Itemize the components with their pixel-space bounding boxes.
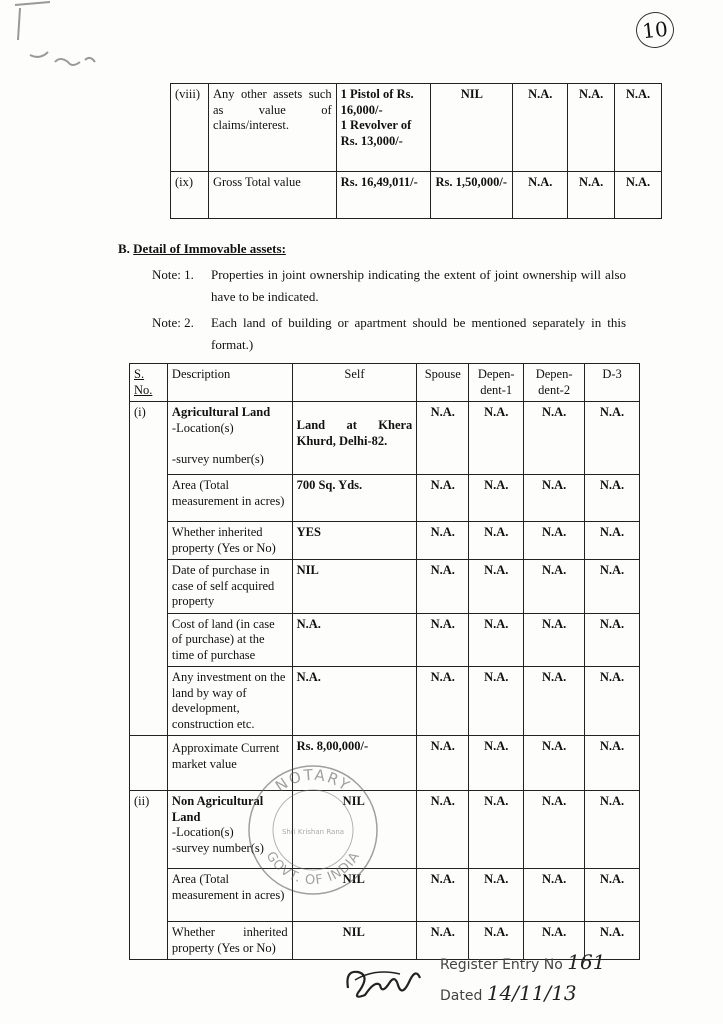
row-spouse: N.A. <box>417 560 469 614</box>
row-description: Date of purchase in case of self acquired property <box>167 560 292 614</box>
stamp-bottom-text: GOVT. OF INDIA <box>262 849 364 889</box>
header-self: Self <box>292 364 417 402</box>
table-row <box>171 84 662 172</box>
pistol-value: 1 Pistol of Rs. 16,000/- <box>340 87 414 117</box>
row-dependent-3: N.A. <box>585 791 640 869</box>
row-description: Whether inherited property (Yes or No) <box>167 922 292 960</box>
row-description: Any other assets such as value of claims/interest. <box>208 84 336 172</box>
survey-label: -survey number(s) <box>171 840 264 855</box>
table-header-row <box>130 364 640 402</box>
row-self: NIL <box>292 922 417 960</box>
row-description: Gross Total value <box>208 172 336 219</box>
row-dependent-3: N.A. <box>585 560 640 614</box>
table-row <box>130 736 640 791</box>
register-dated-label: Dated <box>440 988 483 1004</box>
header-dependent-3: D-3 <box>585 364 640 402</box>
nonagri-title: Non Agricultural Land <box>171 794 264 824</box>
row-description: Cost of land (in case of purchase) at the time of purchase <box>167 613 292 667</box>
row-dependent-1: N.A. <box>469 402 524 475</box>
header-dependent-1: Depen-dent-1 <box>469 364 524 402</box>
register-entry-label: Register Entry No <box>440 957 563 973</box>
row-self <box>336 84 431 172</box>
row-spouse: NIL <box>431 84 513 172</box>
row-dependent-3: N.A. <box>615 172 662 219</box>
row-dependent-1: N.A. <box>513 84 568 172</box>
row-description: Whether inherited property (Yes or No) <box>167 522 292 560</box>
row-sno-empty <box>130 736 168 791</box>
row-dependent-1: N.A. <box>469 667 524 736</box>
row-dependent-2: N.A. <box>524 522 585 560</box>
row-dependent-2: N.A. <box>524 560 585 614</box>
section-heading <box>118 241 286 257</box>
row-description: Area (Total measurement in acres) <box>167 475 292 522</box>
header-sno: S. No. <box>130 364 168 402</box>
row-description: Area (Total measurement in acres) <box>167 869 292 922</box>
row-dependent-1: N.A. <box>469 736 524 791</box>
row-dependent-3: N.A. <box>585 613 640 667</box>
header-spouse: Spouse <box>417 364 469 402</box>
row-dependent-2: N.A. <box>524 667 585 736</box>
row-spouse: N.A. <box>417 791 469 869</box>
table-row <box>171 172 662 219</box>
revolver-value: 1 Revolver of Rs. 13,000/- <box>340 118 412 148</box>
header-dependent-2: Depen-dent-2 <box>524 364 585 402</box>
immovable-assets-table <box>129 363 640 960</box>
location-label: -Location(s) <box>171 420 234 435</box>
row-self: N.A. <box>292 613 417 667</box>
row-self: Rs. 8,00,000/- <box>292 736 417 791</box>
row-spouse: N.A. <box>417 869 469 922</box>
row-spouse: N.A. <box>417 522 469 560</box>
table-row <box>130 522 640 560</box>
row-dependent-2: N.A. <box>524 475 585 522</box>
header-description: Description <box>167 364 292 402</box>
row-spouse: Rs. 1,50,000/- <box>431 172 513 219</box>
table-row <box>130 613 640 667</box>
row-dependent-3: N.A. <box>585 869 640 922</box>
section-letter: B. <box>118 241 130 256</box>
note-label: Note: 2. <box>152 315 194 330</box>
row-dependent-2: N.A. <box>568 172 615 219</box>
table-row <box>130 560 640 614</box>
table-row <box>130 475 640 522</box>
row-spouse: N.A. <box>417 736 469 791</box>
row-dependent-1: N.A. <box>469 791 524 869</box>
note-text: Properties in joint ownership indicating the extent of joint ownership will also have to be indicated. <box>211 267 626 304</box>
row-self: NIL <box>292 791 417 869</box>
signature <box>340 950 425 1005</box>
agri-title: Agricultural Land <box>171 405 271 419</box>
row-dependent-3: N.A. <box>585 402 640 475</box>
corner-scribble <box>10 0 100 80</box>
row-sno: (ii) <box>130 791 168 960</box>
note-text: Each land of building or apartment should be mentioned separately in this format.) <box>211 315 626 352</box>
svg-text:NOTARY <box>272 766 354 796</box>
row-dependent-3: N.A. <box>585 522 640 560</box>
row-dependent-2: N.A. <box>524 922 585 960</box>
row-dependent-3: N.A. <box>585 736 640 791</box>
location-label: -Location(s) <box>171 825 234 839</box>
row-dependent-1: N.A. <box>469 869 524 922</box>
table-row <box>130 667 640 736</box>
note-1 <box>152 264 627 308</box>
row-dependent-3: N.A. <box>585 475 640 522</box>
row-dependent-1: N.A. <box>513 172 568 219</box>
note-2 <box>152 312 627 356</box>
table-row <box>130 791 640 869</box>
row-sno: (ix) <box>171 172 209 219</box>
row-self: Land at Khera Khurd, Delhi-82. <box>292 402 417 475</box>
page-number: 10 <box>634 10 676 50</box>
row-dependent-1: N.A. <box>469 613 524 667</box>
row-spouse: N.A. <box>417 475 469 522</box>
row-self: 700 Sq. Yds. <box>292 475 417 522</box>
row-sno: (i) <box>130 402 168 736</box>
survey-label: -survey number(s) <box>171 452 264 466</box>
table-row <box>130 869 640 922</box>
row-dependent-2: N.A. <box>524 613 585 667</box>
row-dependent-2: N.A. <box>524 791 585 869</box>
stamp-top-text: NOTARY <box>271 765 355 796</box>
row-spouse: N.A. <box>417 402 469 475</box>
row-self: NIL <box>292 560 417 614</box>
row-dependent-2: N.A. <box>568 84 615 172</box>
row-sno: (viii) <box>171 84 209 172</box>
row-description: Approximate Current market value <box>167 736 292 791</box>
note-label: Note: 1. <box>152 267 194 282</box>
row-dependent-1: N.A. <box>469 922 524 960</box>
row-self: YES <box>292 522 417 560</box>
row-dependent-3: N.A. <box>615 84 662 172</box>
stamp-center-text: Shri Krishan Rana <box>281 828 345 836</box>
row-dependent-1: N.A. <box>469 475 524 522</box>
row-dependent-2: N.A. <box>524 736 585 791</box>
register-entry <box>440 948 605 1010</box>
movable-assets-table-continued <box>170 83 662 219</box>
row-self: N.A. <box>292 667 417 736</box>
row-dependent-2: N.A. <box>524 402 585 475</box>
row-description: Any investment on the land by way of development, construction etc. <box>167 667 292 736</box>
register-entry-number: 161 <box>567 950 606 974</box>
row-dependent-1: N.A. <box>469 560 524 614</box>
svg-text:GOVT. OF INDIA <box>263 849 364 888</box>
row-dependent-2: N.A. <box>524 869 585 922</box>
row-dependent-3: N.A. <box>585 922 640 960</box>
row-self: Rs. 16,49,011/- <box>336 172 431 219</box>
table-row <box>130 402 640 475</box>
section-title: Detail of Immovable assets: <box>133 241 286 256</box>
row-spouse: N.A. <box>417 667 469 736</box>
row-spouse: N.A. <box>417 613 469 667</box>
row-description <box>167 402 292 475</box>
row-dependent-1: N.A. <box>469 522 524 560</box>
row-dependent-3: N.A. <box>585 667 640 736</box>
row-spouse: N.A. <box>417 922 469 960</box>
notary-stamp <box>243 760 383 900</box>
row-self: NIL <box>292 869 417 922</box>
register-date: 14/11/13 <box>486 981 577 1005</box>
